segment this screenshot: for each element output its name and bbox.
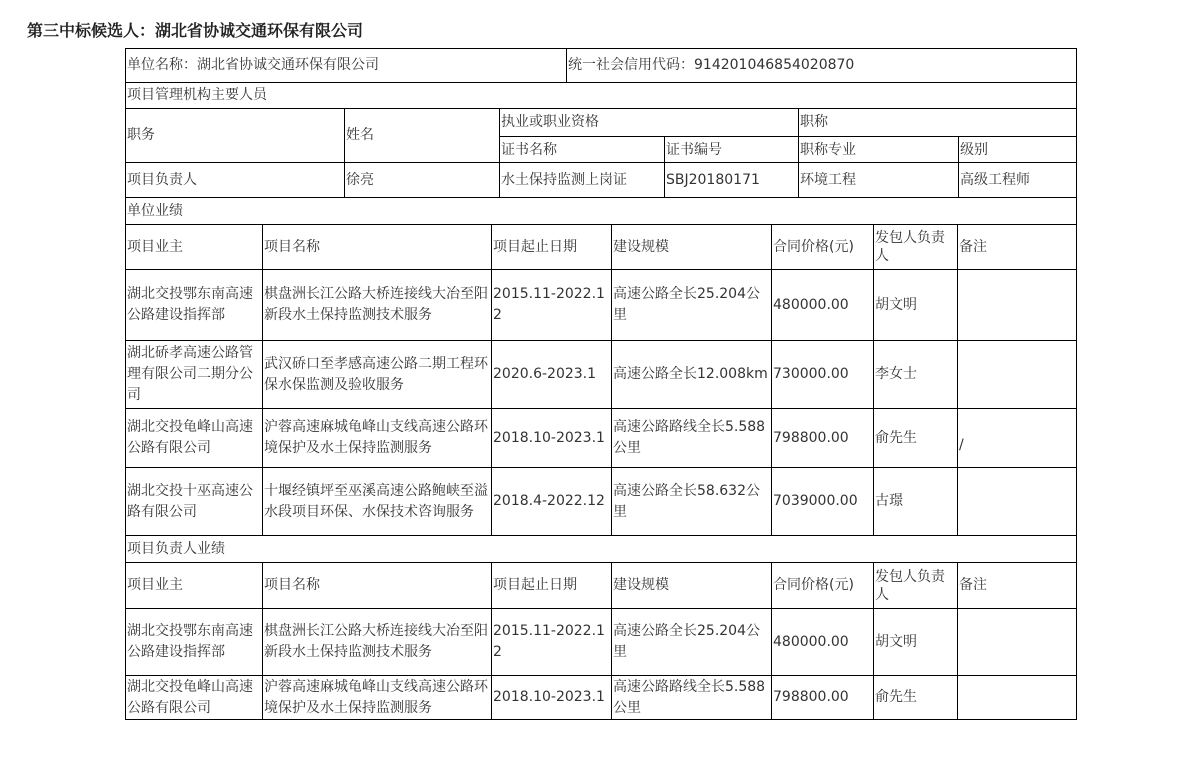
row-note [957, 270, 1076, 340]
row-contact: 胡文明 [873, 270, 957, 340]
row-price: 7039000.00 [771, 468, 873, 535]
row-project: 武汉硚口至孝感高速公路二期工程环保水保监测及验收服务 [262, 341, 491, 408]
person-cert-no: SBJ20180171 [664, 163, 798, 197]
header-dates: 项目起止日期 [491, 225, 611, 269]
row-owner: 湖北交投龟峰山高速公路有限公司 [127, 419, 253, 456]
table-row [126, 608, 1076, 675]
table-row [126, 675, 1076, 719]
person-name: 徐亮 [344, 163, 499, 197]
person-role: 项目负责人 [127, 171, 197, 188]
row-project: 十堰经镇坪至巫溪高速公路鲍峡至溢水段项目环保、水保技术咨询服务 [262, 468, 491, 535]
unit-perf-section-title: 单位业绩 [127, 202, 183, 219]
leader-perf-section-row [126, 535, 1076, 562]
header-price: 合同价格(元) [771, 225, 873, 269]
header-dates: 项目起止日期 [491, 563, 611, 608]
row-dates: 2018.10-2023.1 [491, 409, 611, 467]
unit-perf-section-row [126, 197, 1076, 224]
row-price: 730000.00 [771, 341, 873, 408]
col-level-header: 级别 [958, 136, 1076, 163]
header-scale: 建设规模 [611, 563, 771, 608]
col-name-header: 姓名 [344, 109, 499, 162]
row-contact: 古璟 [873, 468, 957, 535]
row-price: 480000.00 [771, 609, 873, 675]
leader-perf-header-row [126, 562, 1076, 608]
table-row [126, 467, 1076, 535]
row-owner: 湖北交投鄂东南高速公路建设指挥部 [127, 286, 253, 323]
table-row [126, 340, 1076, 408]
header-project: 项目名称 [262, 563, 491, 608]
personnel-section-title: 项目管理机构主要人员 [127, 87, 267, 103]
unit-perf-header-row [126, 224, 1076, 269]
row-contact: 李女士 [873, 341, 957, 408]
row-dates: 2020.6-2023.1 [491, 341, 611, 408]
row-note [957, 341, 1076, 408]
row-contact: 俞先生 [873, 409, 957, 467]
personnel-row [126, 162, 1076, 197]
row-contact: 胡文明 [873, 609, 957, 675]
col-title-header: 职称 [798, 109, 1076, 136]
row-note [957, 609, 1076, 675]
header-scale: 建设规模 [611, 225, 771, 269]
col-qualification-header: 执业或职业资格 [499, 109, 798, 136]
header-note: 备注 [957, 563, 1076, 608]
row-dates: 2015.11-2022.12 [491, 609, 611, 675]
row-contact: 俞先生 [873, 676, 957, 719]
row-note: / [957, 409, 1076, 467]
header-contact: 发包人负责人 [873, 225, 957, 269]
person-major: 环境工程 [798, 163, 958, 197]
leader-perf-section-title: 项目负责人业绩 [127, 540, 225, 557]
page-title: 第三中标候选人：湖北省协诚交通环保有限公司 [27, 21, 364, 40]
col-role-header: 职务 [127, 127, 155, 143]
col-cert-name-header: 证书名称 [499, 136, 664, 163]
row-project: 沪蓉高速麻城龟峰山支线高速公路环境保护及水土保持监测服务 [262, 409, 491, 467]
row-price: 798800.00 [771, 409, 873, 467]
header-owner: 项目业主 [127, 238, 183, 255]
header-project: 项目名称 [262, 225, 491, 269]
row-scale: 高速公路全长25.204公里 [611, 609, 771, 675]
company-name-cell: 单位名称：湖北省协诚交通环保有限公司 [127, 57, 379, 73]
row-scale: 高速公路全长25.204公里 [611, 270, 771, 340]
person-cert-name: 水土保持监测上岗证 [499, 163, 664, 197]
col-title-major-header: 职称专业 [798, 136, 958, 163]
row-dates: 2018.4-2022.12 [491, 468, 611, 535]
row-note [957, 468, 1076, 535]
header-owner: 项目业主 [127, 577, 183, 593]
personnel-section-row [126, 82, 1076, 108]
row-owner: 湖北硚孝高速公路管理有限公司二期分公司 [127, 345, 253, 403]
row-project: 棋盘洲长江公路大桥连接线大冶至阳新段水土保持监测技术服务 [262, 609, 491, 675]
row-price: 798800.00 [771, 676, 873, 719]
credit-code-cell: 统一社会信用代码：914201046854020870 [566, 49, 1076, 82]
row-dates: 2015.11-2022.12 [491, 270, 611, 340]
row-scale: 高速公路路线全长5.588公里 [611, 676, 771, 719]
row-owner: 湖北交投十巫高速公路有限公司 [127, 482, 253, 520]
row-project: 棋盘洲长江公路大桥连接线大冶至阳新段水土保持监测技术服务 [262, 270, 491, 340]
row-scale: 高速公路全长12.008km [611, 341, 771, 408]
row-note [957, 676, 1076, 719]
col-cert-no-header: 证书编号 [664, 136, 798, 163]
row-owner: 湖北交投鄂东南高速公路建设指挥部 [127, 623, 253, 660]
row-owner: 湖北交投龟峰山高速公路有限公司 [127, 678, 253, 716]
company-row [126, 49, 1076, 82]
header-note: 备注 [957, 225, 1076, 269]
header-price: 合同价格(元) [771, 563, 873, 608]
row-price: 480000.00 [771, 270, 873, 340]
person-level: 高级工程师 [958, 163, 1076, 197]
header-contact: 发包人负责人 [873, 563, 957, 608]
bid-candidate-table [125, 48, 1077, 720]
row-scale: 高速公路路线全长5.588公里 [611, 409, 771, 467]
table-row [126, 408, 1076, 467]
row-project: 沪蓉高速麻城龟峰山支线高速公路环境保护及水土保持监测服务 [262, 676, 491, 719]
row-dates: 2018.10-2023.1 [491, 676, 611, 719]
personnel-header-row [126, 108, 1076, 162]
table-row [126, 269, 1076, 340]
row-scale: 高速公路全长58.632公里 [611, 468, 771, 535]
